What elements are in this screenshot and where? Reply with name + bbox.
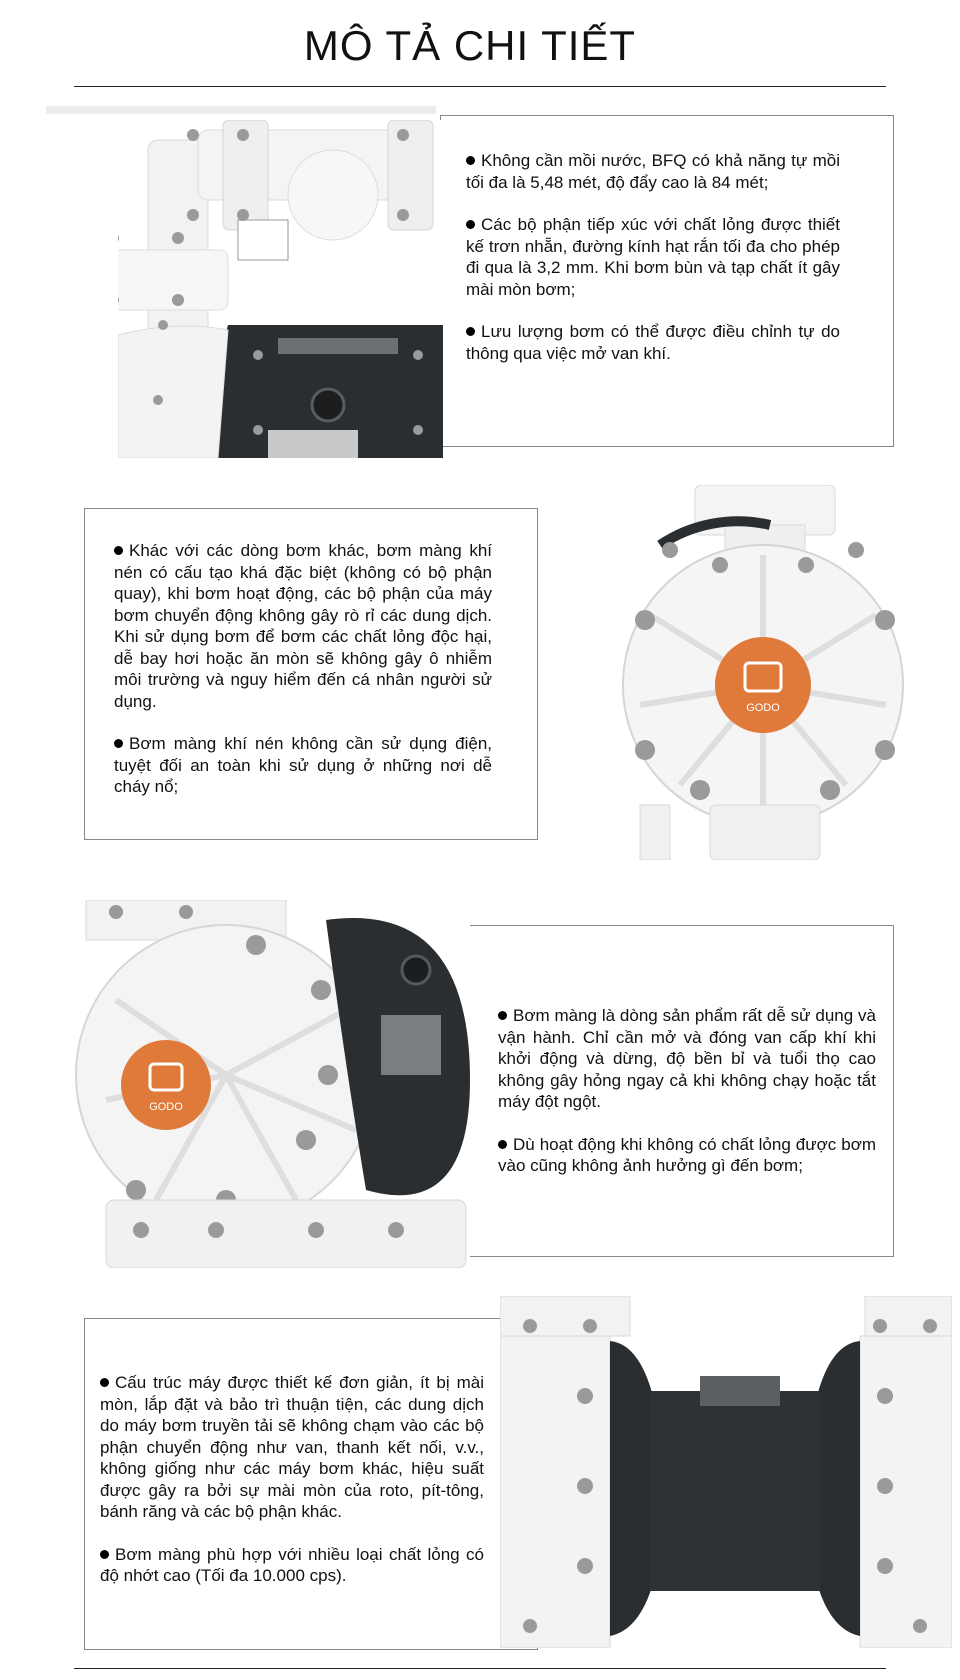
section-2-pump-image: [540, 485, 920, 860]
bullet-dot-icon: [114, 546, 123, 555]
bullet-dot-icon: [114, 739, 123, 748]
bullet-dot-icon: [466, 327, 475, 336]
section-4-pump-image: [500, 1296, 952, 1648]
bullet-dot-icon: [466, 220, 475, 229]
section-1-top-bar: [46, 106, 436, 114]
section-1-pump-image: [118, 120, 443, 458]
bullet-dot-icon: [100, 1550, 109, 1559]
section-1-bullet-3: Lưu lượng bơm có thể được điều chỉnh tự do thông qua việc mở van khí.: [466, 322, 840, 363]
section-1-text: [466, 150, 840, 385]
bottom-rule: [74, 1668, 886, 1669]
section-2-text: [114, 540, 492, 819]
section-2-bullet-2: Bơm màng khí nén không cần sử dụng điện, tuyệt đối an toàn khi sử dụng ở những nơi dễ cháy nổ;: [114, 734, 492, 796]
bullet-dot-icon: [498, 1140, 507, 1149]
section-3-bullet-1: Bơm màng là dòng sản phẩm rất dễ sử dụng và vận hành. Chỉ cần mở và đóng van cấp khí khi khởi động và dừng, độ bền bỉ và tuổi thọ cao không gây hỏng ngay cả khi không chạy hoặc tắt máy đột ngột.: [498, 1006, 876, 1111]
bullet-dot-icon: [466, 156, 475, 165]
section-1-bullet-1: Không cần mồi nước, BFQ có khả năng tự mồi tối đa là 5,48 mét, độ đẩy cao là 84 mét;: [466, 151, 840, 192]
section-4-bullet-1: Cấu trúc máy được thiết kế đơn giản, ít bị mài mòn, lắp đặt và bảo trì thuận tiện, các dung dịch do máy bơm truyền tải sẽ không chạm vào các bộ phận chuyển động như van, thanh kết nối, v.v., không giống như các máy bơm khác, hiệu suất được gây ra bởi sự mài mòn của roto, pít-tông, bánh răng và các bộ phận khác.: [100, 1373, 484, 1521]
section-2-bullet-1: Khác với các dòng bơm khác, bơm màng khí nén có cấu tạo khá đặc biệt (không có bộ phận quay), khi bơm hoạt động, các bộ phận của máy bơm chuyển động không gây rò rỉ các dung dịch. Khi sử dụng bơm để bơm các chất lỏng độc hại, dễ bay hơi hoặc ăn mòn sẽ không gây ô nhiễm môi trường và nguy hiểm đến cá nhân người sử dụng.: [114, 541, 492, 711]
section-3-bullet-2: Dù hoạt động khi không có chất lỏng được bơm vào cũng không ảnh hưởng gì đến bơm;: [498, 1134, 876, 1175]
page-title: MÔ TẢ CHI TIẾT: [303, 22, 637, 69]
section-3-text: [498, 1005, 876, 1198]
section-1-bullet-2: Các bộ phận tiếp xúc với chất lỏng được thiết kế trơn nhẵn, đường kính hạt rắn tối đa cho phép đi qua là 3,2 mm. Khi bơm bùn và tạp chất ít gây mài mòn bơm;: [466, 215, 840, 299]
section-4-text: [100, 1372, 484, 1608]
godo-logo-text: GODO: [149, 1101, 183, 1113]
bullet-dot-icon: [498, 1011, 507, 1020]
title-underline: [74, 86, 886, 87]
bullet-dot-icon: [100, 1378, 109, 1387]
section-4-bullet-2: Bơm màng phù hợp với nhiều loại chất lỏng có độ nhớt cao (Tối đa 10.000 cps).: [100, 1544, 484, 1585]
godo-logo-text: GODO: [746, 702, 780, 714]
section-3-pump-image: [66, 900, 470, 1268]
